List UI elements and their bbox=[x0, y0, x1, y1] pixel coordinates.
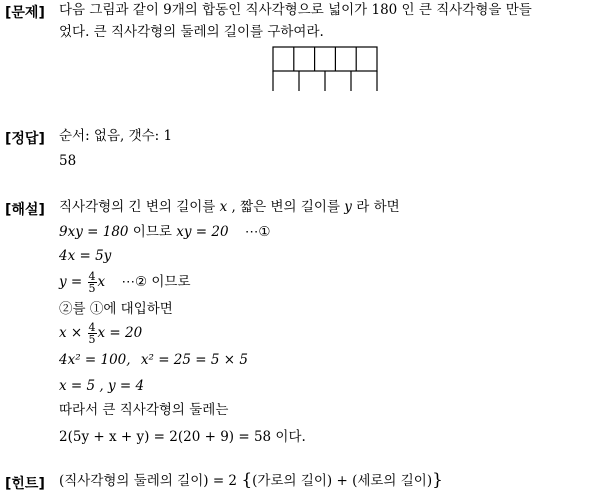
answer-order-line: 순서: 없음, 갯수: 1 bbox=[59, 128, 173, 144]
fraction bbox=[88, 271, 97, 294]
solution-line-7 bbox=[59, 351, 248, 369]
solution-line-9: 따라서 큰 직사각형의 둘레는 bbox=[59, 402, 229, 418]
fraction-denominator: 5 bbox=[88, 333, 96, 346]
equation: 4x² = 100, bbox=[59, 352, 131, 368]
solution-line-1 bbox=[59, 198, 400, 216]
solution-line-2 bbox=[59, 223, 270, 241]
answer-value: 58 bbox=[59, 153, 77, 169]
answer-label: [정답] bbox=[5, 131, 45, 147]
math-var: y bbox=[344, 199, 352, 215]
solution-line-3: 4x = 5y bbox=[59, 248, 112, 264]
equation: x × bbox=[59, 325, 83, 341]
solution-label: [해설] bbox=[5, 202, 45, 218]
problem-line-2: 었다. 큰 직사각형의 둘레의 길이를 구하여라. bbox=[59, 24, 324, 40]
solution-line-10: 2(5y + x + y) = 2(20 + 9) = 58 이다. bbox=[59, 429, 306, 445]
equation: x = 20 bbox=[97, 325, 143, 341]
text-segment: (가로의 길이) + (세로의 길이) bbox=[252, 473, 433, 489]
text-segment: (직사각형의 둘레의 길이) = 2 bbox=[59, 473, 238, 489]
math-var: x bbox=[97, 274, 106, 290]
equation: x² = 25 = 5 × 5 bbox=[140, 352, 248, 368]
solution-line-8: x = 5 , y = 4 bbox=[59, 378, 145, 394]
text-segment: 직사각형의 긴 변의 길이를 bbox=[59, 199, 216, 215]
solution-line-6 bbox=[59, 318, 142, 348]
solution-line-4 bbox=[59, 267, 190, 297]
text-segment: 이므로 bbox=[132, 224, 172, 240]
fraction-numerator: 4 bbox=[88, 270, 96, 283]
text-segment: 라 하면 bbox=[356, 199, 400, 215]
equation-mark: ⋯① bbox=[244, 224, 271, 240]
equation: xy = 20 bbox=[176, 224, 229, 240]
rectangle-figure bbox=[272, 46, 380, 92]
equation: y = bbox=[59, 274, 83, 290]
math-var: x bbox=[219, 199, 228, 215]
brace-open: { bbox=[241, 470, 253, 490]
solution-line-5: ②를 ①에 대입하면 bbox=[59, 301, 173, 317]
fraction-denominator: 5 bbox=[88, 282, 96, 295]
text-segment: 이므로 bbox=[151, 274, 191, 290]
hint-label: [힌트] bbox=[5, 476, 45, 492]
text-segment: , 짧은 변의 길이를 bbox=[231, 199, 340, 215]
problem-line-1: 다음 그림과 같이 9개의 합동인 직사각형으로 넓이가 180 인 큰 직사각형을 만들 bbox=[59, 2, 532, 18]
problem-label: [문제] bbox=[5, 5, 45, 21]
equation-mark: ⋯② bbox=[121, 274, 148, 290]
equation: 9xy = 180 bbox=[59, 224, 129, 240]
hint-line bbox=[59, 471, 443, 490]
fraction bbox=[88, 322, 97, 345]
brace-close: } bbox=[432, 470, 443, 490]
fraction-numerator: 4 bbox=[88, 321, 96, 334]
top-row-rect bbox=[273, 47, 377, 71]
